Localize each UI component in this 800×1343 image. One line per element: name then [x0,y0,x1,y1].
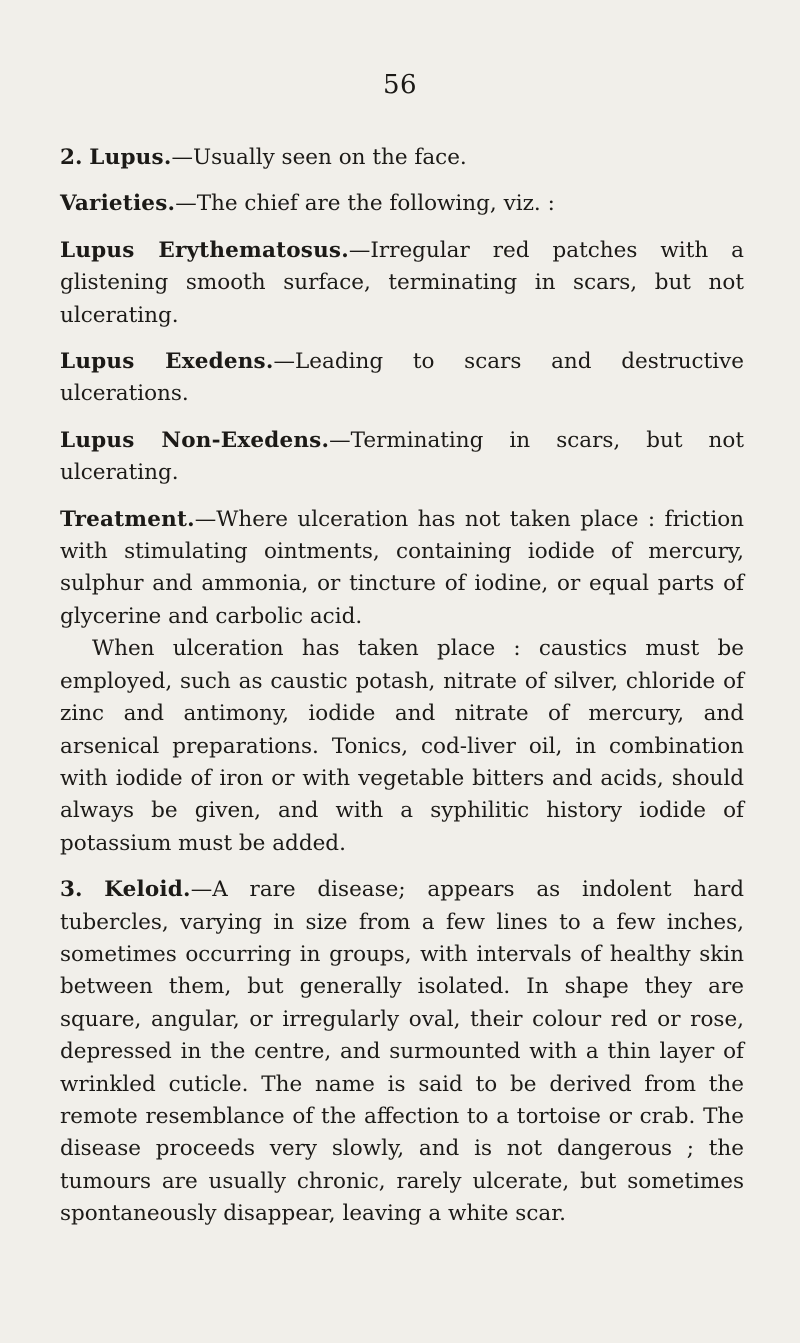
entry-heading: Lupus Exedens. [60,349,274,375]
entry-varieties [60,188,744,220]
page-body [60,142,744,1245]
page-number: 56 [382,70,418,100]
entry-keloid [60,874,744,1230]
section-number: 3. [60,877,83,903]
entry-lupus-erythematosus [60,235,744,332]
entry-text: —Leading to scars and destructive ulcerations. [60,349,744,407]
entry-text: —Usually seen on the face. [171,145,467,170]
section-number: 2. [60,145,83,170]
entry-text: —A rare disease; appears as indolent hard tubercles, varying in size from a few lines to a few inches, sometimes occurring in groups, with intervals of healthy skin between them, but generally isolated. In shape they are square, angular, or irregularly oval, their colour red or rose, depressed in the centre, and surmounted with a thin layer of wrinkled cuticle. The name is said to be derived from the remote resemblance of the affection to a tortoise or crab. The disease proceeds very slowly, and is not dangerous ; the tumours are usually chronic, rarely ulcerate, but sometimes spontaneously disappear, leaving a white scar. [60,877,744,1227]
entry-lupus [60,142,744,174]
entry-lupus-exedens [60,346,744,411]
entry-text: —Where ulceration has not taken place : friction with stimulating ointments, containing iodide of mercury, sulphur and ammonia, or tincture of iodine, or equal parts of glycerine and carbolic acid. [60,506,744,629]
entry-heading: Treatment. [60,506,195,532]
entry-text: —Irregular red patches with a glistening smooth surface, terminating in scars, but not ulcerating. [60,237,744,328]
entry-heading: Varieties. [60,191,176,217]
entry-lupus-non-exedens [60,425,744,490]
entry-text: When ulceration has taken place : caustics must be employed, such as caustic potash, nitrate of silver, chloride of zinc and antimony, iodide and nitrate of mercury, and arsenical preparations. Tonics, cod-liver oil, in combination with iodide of iron or with vegetable bitters and acids, should always be given, and with a syphilitic history iodide of potassium must be added. [60,636,744,856]
entry-heading: Lupus. [89,145,172,170]
entry-treatment-continued [60,633,744,860]
entry-text: —The chief are the following, viz. : [175,191,555,217]
entry-heading: Lupus Erythematosus. [60,237,349,263]
entry-treatment [60,504,744,634]
entry-heading: Lupus Non-Exedens. [60,427,330,453]
entry-text: —Terminating in scars, but not ulcerating. [60,427,744,486]
entry-heading: Keloid. [104,877,191,903]
